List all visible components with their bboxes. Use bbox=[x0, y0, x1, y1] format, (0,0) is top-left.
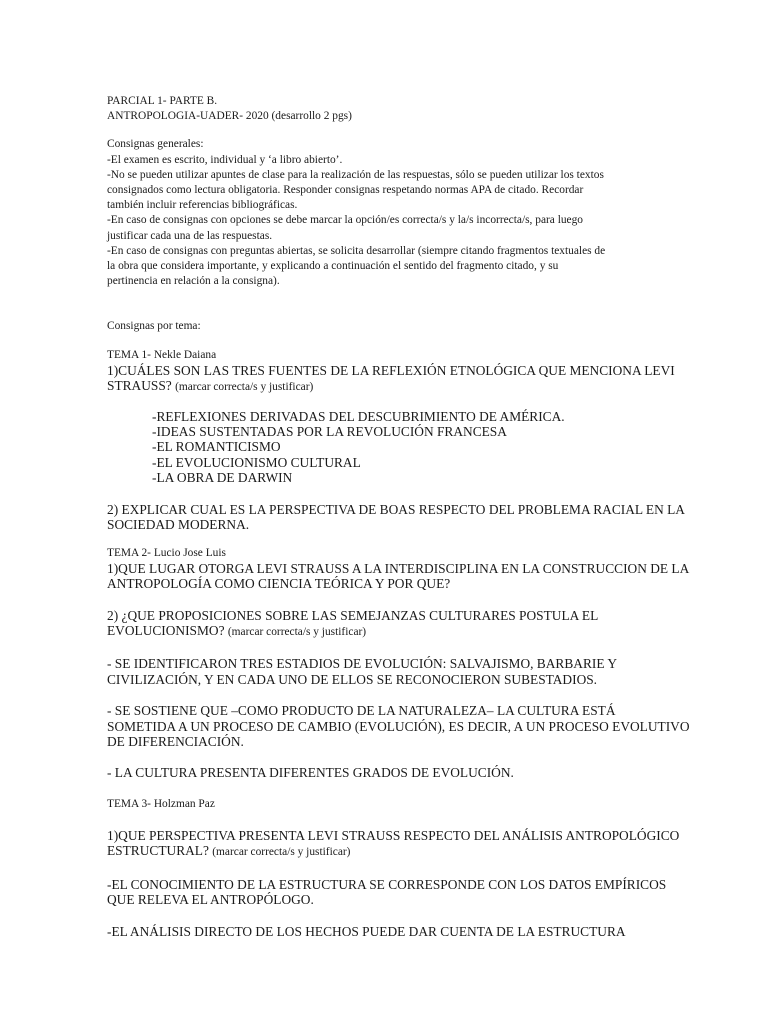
spacer bbox=[107, 749, 663, 765]
spacer bbox=[107, 396, 663, 409]
spacer bbox=[107, 640, 663, 656]
tema2-option2: - SE SOSTIENE QUE –COMO PRODUCTO DE LA NATURALEZA– LA CULTURA ESTÁ bbox=[107, 703, 616, 719]
general-instruction-line: justificar cada una de las respuestas. bbox=[107, 229, 273, 242]
spacer bbox=[107, 908, 663, 924]
general-instruction-line: -En caso de consignas con preguntas abiertas, se solicita desarrollar (siempre citando fragmentos textuales de bbox=[107, 244, 606, 257]
tema2-option3: - LA CULTURA PRESENTA DIFERENTES GRADOS DE EVOLUCIÓN. bbox=[107, 765, 514, 781]
general-instruction-line: -El examen es escrito, individual y ‘a libro abierto’. bbox=[107, 153, 343, 166]
tema2-title: TEMA 2- Lucio Jose Luis bbox=[107, 546, 226, 559]
spacer bbox=[107, 533, 663, 546]
tema2-question1-cont: ANTROPOLOGÍA COMO CIENCIA TEÓRICA Y POR QUE? bbox=[107, 576, 451, 592]
general-instruction-line: pertinencia en relación a la consigna). bbox=[107, 275, 280, 288]
tema1-option: -EL ROMANTICISMO bbox=[152, 439, 281, 455]
tema3-question1-line2: ESTRUCTURAL? bbox=[107, 843, 213, 859]
spacer bbox=[107, 124, 663, 137]
tema2-question2: 2) ¿QUE PROPOSICIONES SOBRE LAS SEMEJANZAS CULTURARES POSTULA EL bbox=[107, 607, 599, 623]
spacer bbox=[107, 335, 663, 348]
tema3-question1: 1)QUE PERSPECTIVA PRESENTA LEVI STRAUSS RESPECTO DEL ANÁLISIS ANTROPOLÓGICO bbox=[107, 827, 680, 843]
tema3-question1-note: (marcar correcta/s y justificar) bbox=[212, 846, 351, 859]
tema2-question1: 1)QUE LUGAR OTORGA LEVI STRAUSS A LA INTERDISCIPLINA EN LA CONSTRUCCION DE LA bbox=[107, 560, 690, 576]
spacer bbox=[107, 861, 663, 877]
tema2-option2-cont: SOMETIDA A UN PROCESO DE CAMBIO (EVOLUCIÓN), ES DECIR, A UN PROCESO EVOLUTIVO bbox=[107, 718, 690, 734]
general-instruction-line: -En caso de consignas con opciones se debe marcar la opción/es correcta/s y la/s incorrecta/s, para luego bbox=[107, 214, 583, 227]
tema1-question1-cont bbox=[107, 378, 663, 395]
document-title: PARCIAL 1- PARTE B. bbox=[107, 95, 218, 107]
spacer bbox=[107, 486, 663, 502]
spacer bbox=[107, 687, 663, 703]
document-page bbox=[107, 94, 690, 939]
tema1-question1-line2: STRAUSS? bbox=[107, 378, 176, 394]
tema2-option1-cont: CIVILIZACIÓN, Y EN CADA UNO DE ELLOS SE RECONOCIERON SUBESTADIOS. bbox=[107, 671, 598, 687]
spacer bbox=[107, 781, 663, 797]
tema2-option2-cont: DE DIFERENCIACIÓN. bbox=[107, 733, 244, 749]
tema1-option: -IDEAS SUSTENTADAS POR LA REVOLUCIÓN FRANCESA bbox=[152, 424, 507, 440]
topics-title: Consignas por tema: bbox=[107, 320, 201, 333]
tema3-option2: -EL ANÁLISIS DIRECTO DE LOS HECHOS PUEDE DAR CUENTA DE LA ESTRUCTURA bbox=[107, 923, 626, 939]
spacer bbox=[107, 592, 663, 608]
tema1-option: -REFLEXIONES DERIVADAS DEL DESCUBRIMIENTO DE AMÉRICA. bbox=[152, 408, 565, 424]
tema2-option1: - SE IDENTIFICARON TRES ESTADIOS DE EVOLUCIÓN: SALVAJISMO, BARBARIE Y bbox=[107, 656, 618, 672]
tema3-option1-cont: QUE RELEVA EL ANTROPÓLOGO. bbox=[107, 892, 314, 908]
tema1-question2: 2) EXPLICAR CUAL ES LA PERSPECTIVA DE BOAS RESPECTO DEL PROBLEMA RACIAL EN LA bbox=[107, 501, 685, 517]
tema2-question2-cont bbox=[107, 623, 663, 640]
general-instruction-line: consignados como lectura obligatoria. Responder consignas respetando normas APA de citado. Recordar bbox=[107, 184, 584, 197]
general-instruction-line: -No se pueden utilizar apuntes de clase para la realización de las respuestas, sólo se pueden utilizar los textos bbox=[107, 168, 604, 181]
general-instructions-title: Consignas generales: bbox=[107, 138, 204, 151]
tema1-option: -EL EVOLUCIONISMO CULTURAL bbox=[152, 454, 361, 470]
tema1-option: -LA OBRA DE DARWIN bbox=[152, 470, 293, 486]
tema1-title: TEMA 1- Nekle Daiana bbox=[107, 348, 217, 361]
general-instruction-line: también incluir referencias bibliográficas. bbox=[107, 199, 298, 212]
spacer bbox=[107, 289, 663, 319]
tema3-question1-cont bbox=[107, 843, 663, 860]
document-subtitle: ANTROPOLOGIA-UADER- 2020 (desarrollo 2 pgs) bbox=[107, 110, 352, 123]
tema3-title: TEMA 3- Holzman Paz bbox=[107, 797, 215, 810]
tema1-question1-note: (marcar correcta/s y justificar) bbox=[175, 381, 314, 394]
spacer bbox=[107, 812, 663, 828]
tema1-question2-cont: SOCIEDAD MODERNA. bbox=[107, 517, 250, 533]
general-instruction-line: la obra que considera importante, y explicando a continuación el sentido del fragmento citado, y su bbox=[107, 260, 559, 273]
tema1-question1: 1)CUÁLES SON LAS TRES FUENTES DE LA REFLEXIÓN ETNOLÓGICA QUE MENCIONA LEVI bbox=[107, 362, 675, 378]
tema1-options bbox=[107, 409, 663, 486]
tema3-option1: -EL CONOCIMIENTO DE LA ESTRUCTURA SE CORRESPONDE CON LOS DATOS EMPÍRICOS bbox=[107, 876, 667, 892]
tema2-question2-line2: EVOLUCIONISMO? bbox=[107, 622, 228, 638]
tema2-question2-note: (marcar correcta/s y justificar) bbox=[227, 625, 367, 638]
